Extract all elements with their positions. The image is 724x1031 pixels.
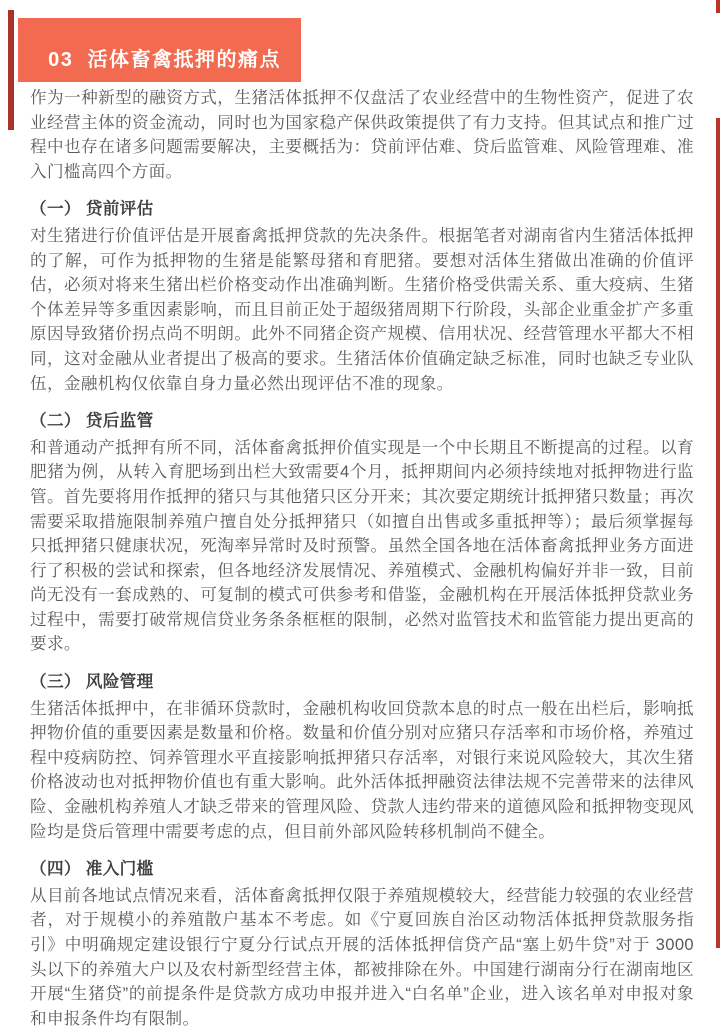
section-heading: （二） 贷后监管 [30, 411, 154, 431]
page-title: 03 活体畜禽抵押的痛点 [48, 49, 281, 71]
section-body: 生猪活体抵押中，在非循环贷款时，金融机构收回贷款本息的时点一般在出栏后，影响抵押物价值的重要因素是数量和价格。数量和价值分别对应猪只存活率和市场价格，养殖过程中疫病防控、饲养管理水平直接影响抵押猪只存活率，对银行来说风险较大，其次生猪价格波动也对抵押物价值也有重大影响。此外活体抵押融资法律法规不完善带来的法律风险、金融机构养殖人才缺乏带来的管理风险、贷款人违约带来的道德风险和抵押物变现风险均是贷后管理中需要考虑的点，但目前外部风险转移机制尚不健全。 [30, 698, 694, 841]
right-rule [716, 118, 720, 948]
section-post-loan-supervision [30, 409, 694, 657]
section-risk-management [30, 670, 694, 844]
section-body: 对生猪进行价值评估是开展畜禽抵押贷款的先决条件。根据笔者对湖南省内生猪活体抵押的了解，可作为抵押物的生猪是能繁母猪和育肥猪。要想对活体生猪做出准确的价值评估，必须对将来生猪出栏价格变动作出准确判断。生猪价格受供需关系、重大疫病、生猪个体差异等多重因素影响，而且目前正处于超级猪周期下行阶段，头部企业重金扩产多重原因导致猪价拐点尚不明朗。此外不同猪企资产规模、信用状况、经营管理水平都大不相同，这对金融从业者提出了极高的要求。生猪活体价值确定缺乏标准，同时也缺乏专业队伍，金融机构仅依靠自身力量必然出现评估不准的现象。 [30, 225, 694, 393]
section-pre-loan-evaluation [30, 197, 694, 396]
section-heading: （一） 贷前评估 [30, 199, 154, 219]
page-title-badge [18, 18, 301, 82]
section-heading: （四） 准入门槛 [30, 859, 154, 879]
article-content [30, 86, 694, 1031]
left-accent-bar [8, 10, 14, 130]
right-rule-top-segment [716, 0, 720, 13]
section-body: 和普通动产抵押有所不同，活体畜禽抵押价值实现是一个中长期且不断提高的过程。以育肥猪为例，从转入育肥场到出栏大致需要4个月，抵押期间内必须持续地对抵押物进行监管。首先要将用作抵押的猪只与其他猪只区分开来；其次要定期统计抵押猪只数量；再次需要采取措施限制养殖户擅自处分抵押猪只（如擅自出售或多重抵押等）；最后须掌握每只抵押猪只健康状况，死淘率异常时及时预警。虽然全国各地在活体畜禽抵押业务方面进行了积极的尝试和探索，但各地经济发展情况、养殖模式、金融机构偏好并非一致，目前尚无没有一套成熟的、可复制的模式可供参考和借鉴，金融机构在开展活体抵押贷款业务过程中，需要打破常规信贷业务条条框框的限制，必然对监管技术和监管能力提出更高的要求。 [30, 437, 694, 654]
section-body: 从目前各地试点情况来看，活体畜禽抵押仅限于养殖规模较大，经营能力较强的农业经营者，对于规模小的养殖散户基本不考虑。如《宁夏回族自治区动物活体抵押贷款服务指引》中明确规定建设银行宁夏分行试点开展的活体抵押信贷产品“塞上奶牛贷”对于 3000 头以下的养殖大户以及农村新型经营主体，都被排除在外。中国建行湖南分行在湖南地区开展“生猪贷”的前提条件是贷款方成功申报并进入“白名单”企业，进入该名单对申报对象和申报条件均有限制。 [30, 885, 694, 1028]
section-entry-threshold [30, 857, 694, 1031]
intro-paragraph: 作为一种新型的融资方式，生猪活体抵押不仅盘活了农业经营中的生物性资产，促进了农业经营主体的资金流动，同时也为国家稳产保供政策提供了有力支持。但其试点和推广过程中也存在诸多问题需要解决，主要概括为：贷前评估难、贷后监管难、风险管理难、准入门槛高四个方面。 [30, 88, 694, 181]
section-heading: （三） 风险管理 [30, 672, 154, 692]
